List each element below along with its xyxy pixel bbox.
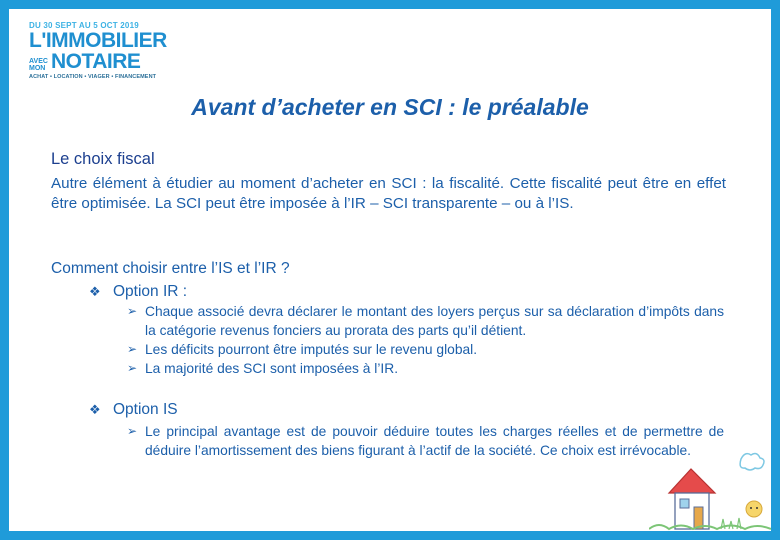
logo-small2: MON bbox=[29, 65, 46, 72]
section-heading: Le choix fiscal bbox=[51, 150, 155, 168]
bullet-text: Les déficits pourront être imputés sur le revenu global. bbox=[145, 342, 478, 357]
logo-tagline: ACHAT • LOCATION • VIAGER • FINANCEMENT bbox=[29, 74, 157, 80]
list-item bbox=[127, 422, 724, 460]
option-is-bullets bbox=[127, 422, 724, 460]
diamond-bullet-icon: ❖ bbox=[89, 402, 101, 417]
logo-dates: DU 30 SEPT AU 5 OCT 2019 bbox=[29, 21, 139, 30]
diamond-bullet-icon: ❖ bbox=[89, 284, 101, 299]
bullet-text: Le principal avantage est de pouvoir déduire toutes les charges réelles et de permettre de déduire l’amortissement des biens figurant à l’actif de la société. Ce choix est irrévocable. bbox=[145, 424, 724, 458]
list-item bbox=[127, 302, 724, 340]
house-drawing-icon bbox=[649, 449, 771, 531]
list-item bbox=[127, 340, 724, 359]
list-item bbox=[127, 359, 724, 378]
arrow-bullet-icon: ➢ bbox=[127, 424, 138, 438]
logo-small bbox=[29, 58, 48, 72]
slide-title: Avant d’acheter en SCI : le préalable bbox=[191, 94, 589, 120]
option-ir-bullets bbox=[127, 302, 724, 378]
logo-line1: L'IMMOBILIER bbox=[29, 29, 167, 52]
option-label: Option IR : bbox=[113, 283, 188, 300]
question: Comment choisir entre l’IS et l’IR ? bbox=[51, 260, 290, 277]
option-label: Option IS bbox=[113, 401, 178, 418]
arrow-bullet-icon: ➢ bbox=[127, 361, 138, 375]
logo-row bbox=[29, 52, 169, 72]
logo bbox=[29, 21, 169, 80]
bullet-text: Chaque associé devra déclarer le montant des loyers perçus sur sa déclaration d’impôts dans la catégorie revenus fonciers au prorata des parts qu’il détient. bbox=[145, 304, 724, 338]
arrow-bullet-icon: ➢ bbox=[127, 304, 138, 318]
intro-paragraph: Autre élément à étudier au moment d’acheter en SCI : la fiscalité. Cette fiscalité peut être en effet être optimisée. La SCI peut être imposée à l’IR – SCI transparente – ou à l’IS. bbox=[51, 175, 726, 212]
logo-line2: NOTAIRE bbox=[50, 50, 141, 73]
logo-small1: AVEC bbox=[29, 58, 48, 65]
bullet-text: La majorité des SCI sont imposées à l’IR. bbox=[145, 361, 399, 376]
arrow-bullet-icon: ➢ bbox=[127, 342, 138, 356]
option-ir bbox=[89, 283, 187, 301]
slide bbox=[9, 9, 771, 531]
option-is bbox=[89, 401, 178, 419]
